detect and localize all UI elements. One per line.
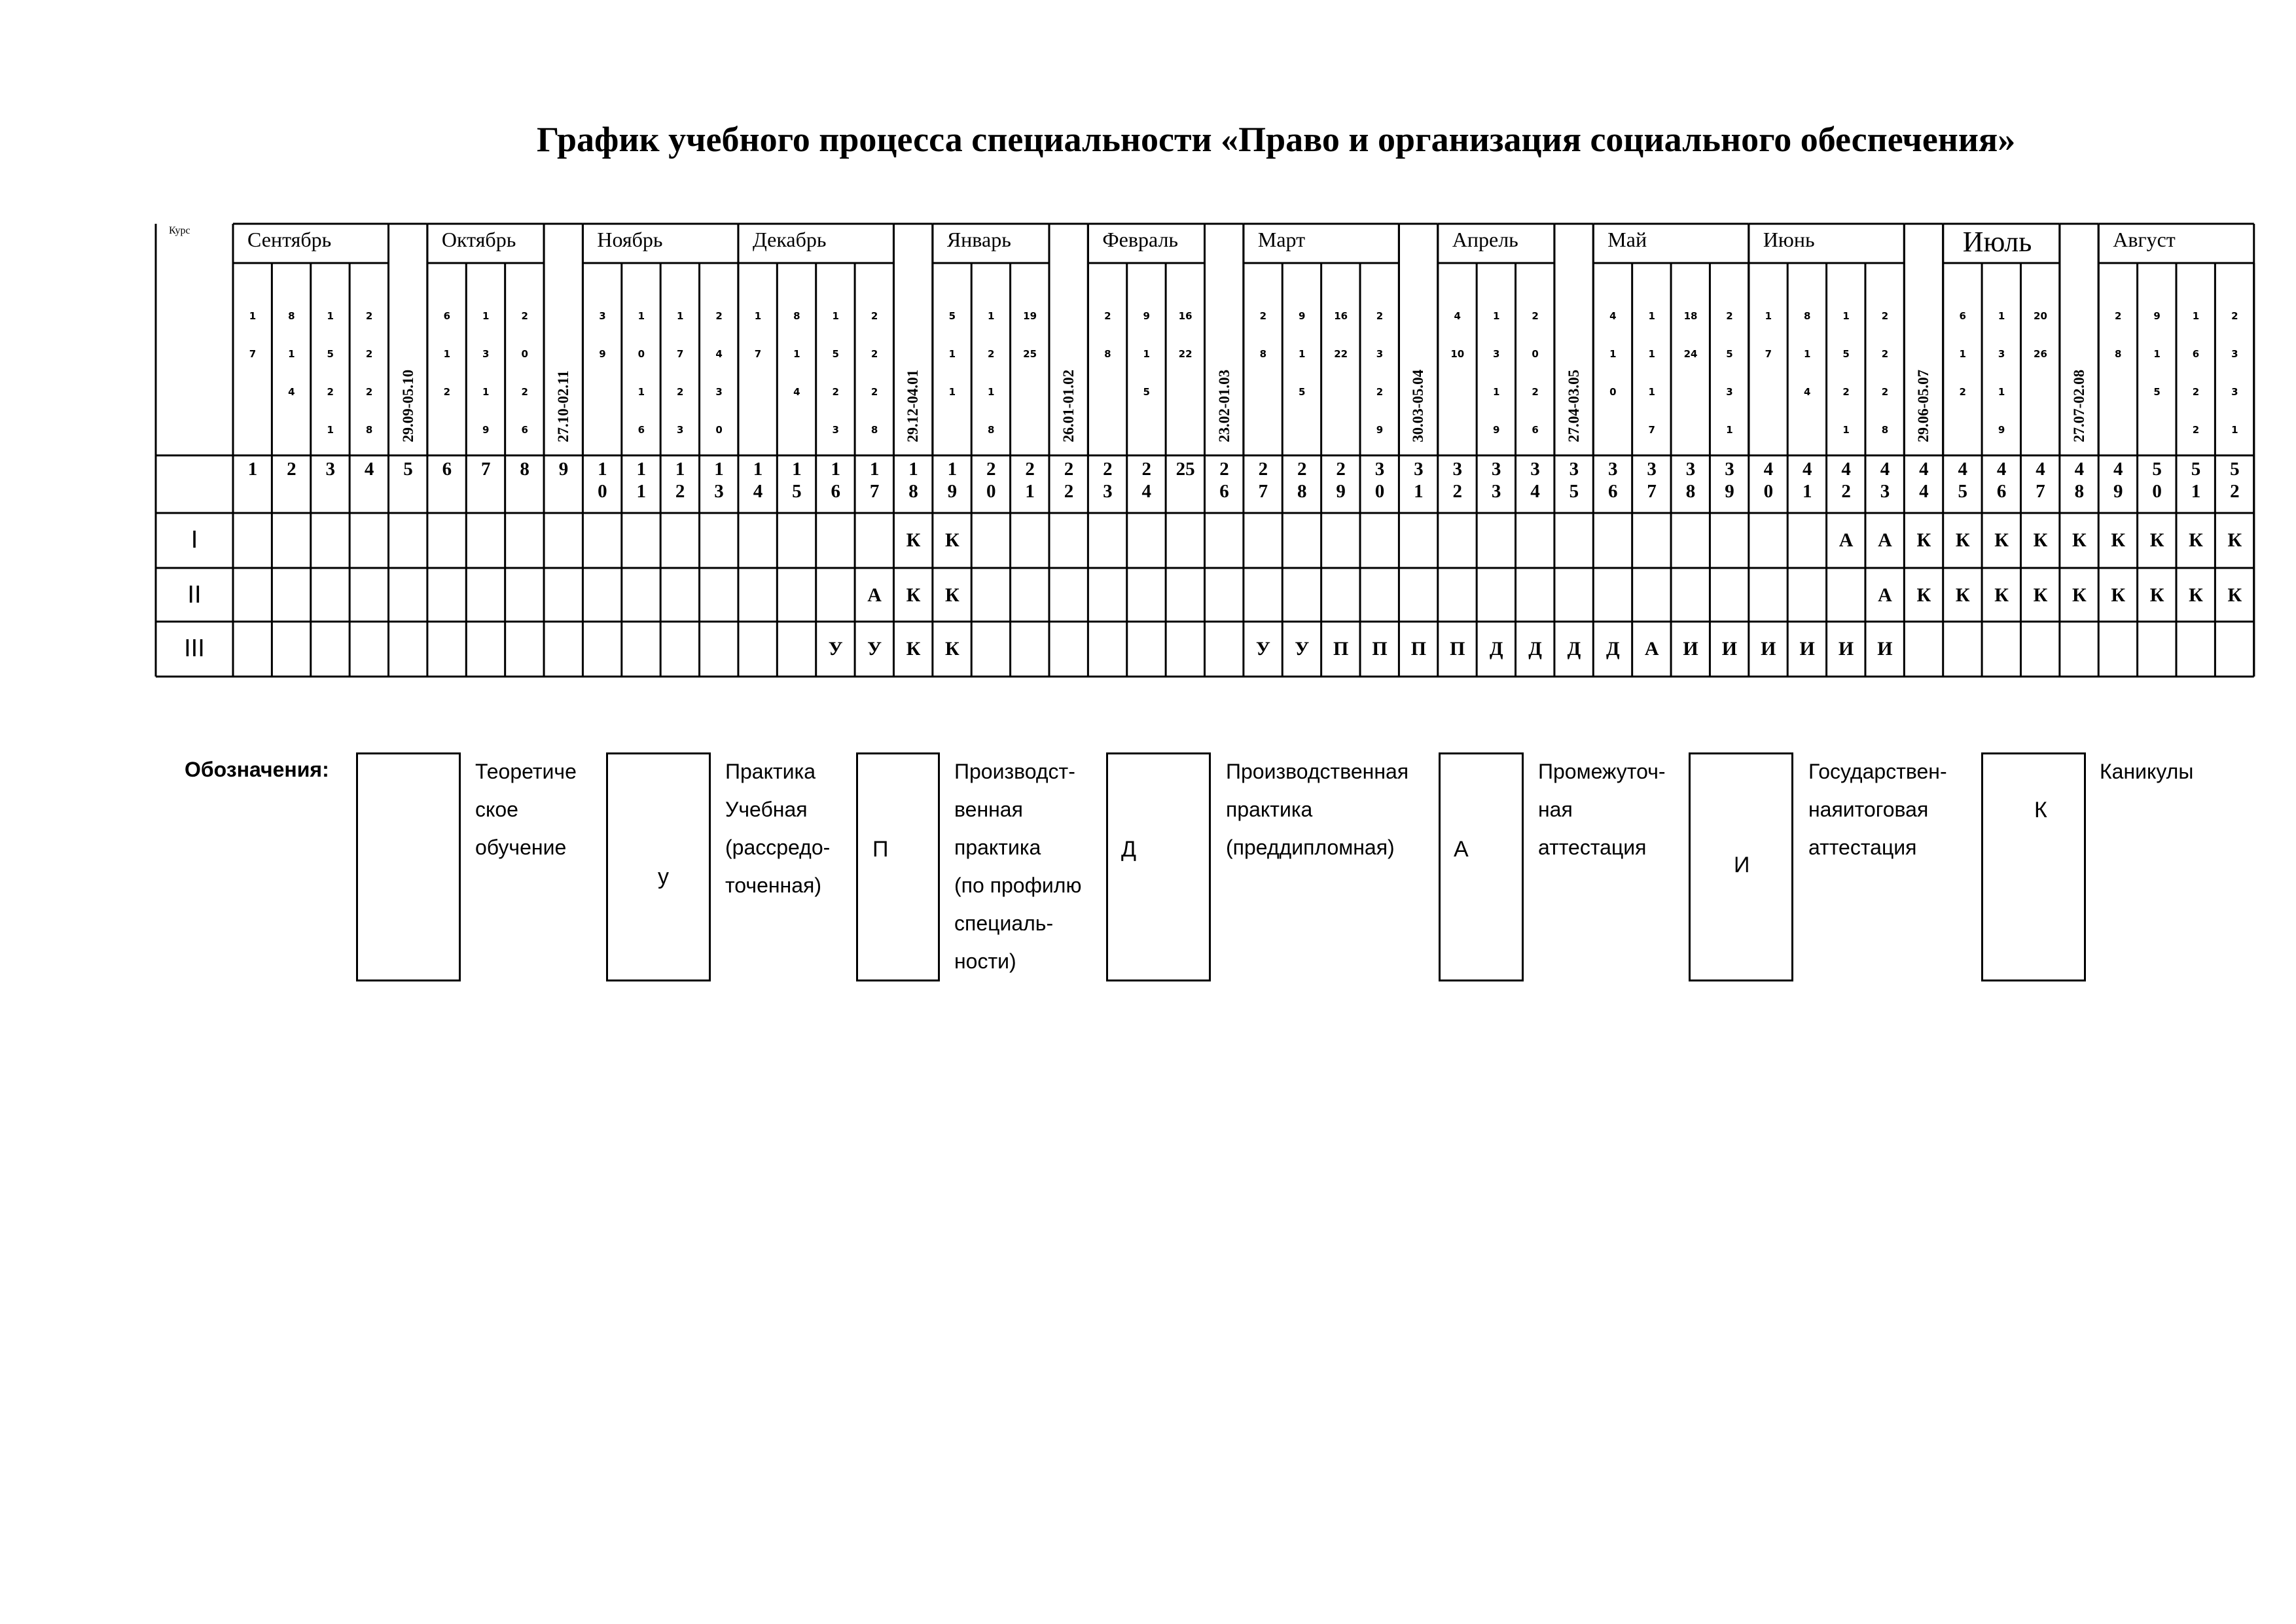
month-label: Ноябрь bbox=[597, 228, 663, 251]
week-date-digit: 1 bbox=[1842, 310, 1850, 322]
week-number: 4 4 bbox=[1919, 459, 1929, 502]
week-date-digit: 6 bbox=[2192, 348, 2200, 360]
month-label: Сентябрь bbox=[247, 228, 332, 251]
week-date-digit: 1 bbox=[1959, 348, 1966, 360]
legend-symbol-box bbox=[1439, 752, 1524, 981]
week-date-digit: 2 bbox=[1881, 348, 1889, 360]
legend-symbol-box bbox=[856, 752, 940, 981]
week-date-digit: 4 bbox=[1454, 310, 1461, 322]
week-date-digit: 5 bbox=[1143, 386, 1150, 398]
schedule-mark: К bbox=[2227, 584, 2242, 606]
week-date-digit: 2 bbox=[2192, 424, 2200, 436]
week-number: 6 bbox=[442, 459, 452, 480]
week-date-digit: 2 bbox=[870, 386, 878, 398]
week-date-digit: 1 bbox=[676, 310, 684, 322]
legend-description: Производст- венная практика (по профилю специаль- ности) bbox=[954, 760, 1082, 973]
legend-description: Теоретиче ское обучение bbox=[475, 760, 577, 859]
week-number: 3 9 bbox=[1725, 459, 1734, 502]
week-date-digit: 3 bbox=[1492, 348, 1500, 360]
week-date-range: 26.01-01.02 bbox=[1060, 369, 1077, 442]
week-date-digit: 8 bbox=[2115, 348, 2122, 360]
week-number: 3 0 bbox=[1374, 459, 1385, 502]
week-date-digit: 0 bbox=[1532, 348, 1539, 360]
week-number: 2 1 bbox=[1025, 459, 1035, 502]
week-date-digit: 16 bbox=[1178, 310, 1193, 322]
week-date-digit: 1 bbox=[2192, 310, 2200, 322]
week-date-digit: 3 bbox=[2231, 348, 2238, 360]
week-date-digit: 5 bbox=[1726, 348, 1733, 360]
week-date-digit: 1 bbox=[482, 386, 490, 398]
schedule-mark: К bbox=[1994, 584, 2009, 606]
week-date-range: 29.06-05.07 bbox=[1915, 369, 1932, 442]
month-label: Октябрь bbox=[441, 228, 516, 251]
week-number: 3 7 bbox=[1647, 459, 1657, 502]
schedule-mark: К bbox=[2072, 584, 2087, 606]
week-date-digit: 1 bbox=[1648, 386, 1655, 398]
week-number: 3 1 bbox=[1414, 459, 1424, 502]
legend-description: Государствен- наяитоговая аттестация bbox=[1808, 760, 1947, 859]
schedule-mark: Д bbox=[1567, 638, 1581, 660]
week-date-digit: 7 bbox=[249, 348, 257, 360]
week-number: 2 4 bbox=[1141, 459, 1151, 502]
week-date-digit: 2 bbox=[1881, 310, 1889, 322]
month-label: Июль bbox=[1962, 226, 2032, 258]
week-date-digit: 2 bbox=[832, 386, 839, 398]
schedule-mark: П bbox=[1450, 638, 1465, 660]
week-date-digit: 4 bbox=[793, 386, 800, 398]
week-date-digit: 1 bbox=[327, 310, 334, 322]
legend-symbol: Д bbox=[1121, 837, 1137, 862]
week-date-digit: 1 bbox=[327, 424, 334, 436]
week-date-digit: 2 bbox=[365, 348, 373, 360]
week-number: 4 3 bbox=[1880, 459, 1890, 502]
schedule-mark: И bbox=[1877, 638, 1893, 660]
schedule-mark: К bbox=[2072, 529, 2087, 551]
week-date-digit: 8 bbox=[288, 310, 295, 322]
week-date-digit: 3 bbox=[1726, 386, 1733, 398]
week-date-digit: 2 bbox=[365, 386, 373, 398]
week-date-digit: 2 bbox=[443, 386, 451, 398]
week-date-digit: 6 bbox=[1959, 310, 1966, 322]
schedule-mark: К bbox=[2149, 584, 2164, 606]
week-date-digit: 9 bbox=[1492, 424, 1500, 436]
schedule-mark: К bbox=[906, 584, 921, 606]
schedule-mark: А bbox=[1644, 638, 1659, 660]
week-number: 1 9 bbox=[947, 459, 958, 502]
legend-symbol: К bbox=[2034, 798, 2047, 822]
week-date-digit: 16 bbox=[1334, 310, 1348, 322]
week-date-digit: 20 bbox=[2034, 310, 2047, 322]
week-date-digit: 2 bbox=[1842, 386, 1850, 398]
schedule-mark: К bbox=[2033, 529, 2048, 551]
week-date-digit: 1 bbox=[1765, 310, 1772, 322]
schedule-mark: К bbox=[2149, 529, 2164, 551]
week-date-digit: 2 bbox=[988, 348, 995, 360]
schedule-mark: К bbox=[2189, 584, 2203, 606]
week-date-digit: 1 bbox=[1609, 348, 1617, 360]
week-date-digit: 8 bbox=[365, 424, 373, 436]
week-date-digit: 1 bbox=[637, 386, 645, 398]
schedule-mark: Д bbox=[1528, 638, 1542, 660]
legend-symbol-box bbox=[1981, 752, 2086, 981]
schedule-mark: К bbox=[944, 638, 960, 660]
week-date-range: 30.03-05.04 bbox=[1410, 369, 1427, 442]
week-date-digit: 1 bbox=[288, 348, 295, 360]
week-date-digit: 1 bbox=[1998, 310, 2005, 322]
schedule-mark: А bbox=[1878, 529, 1892, 551]
legend-symbol-box bbox=[356, 752, 461, 981]
week-date-digit: 0 bbox=[1609, 386, 1617, 398]
week-number: 1 5 bbox=[792, 459, 802, 502]
week-date-digit: 9 bbox=[1998, 424, 2005, 436]
week-date-digit: 8 bbox=[793, 310, 800, 322]
schedule-mark: К bbox=[1994, 529, 2009, 551]
week-number: 7 bbox=[481, 459, 491, 480]
schedule-mark: К bbox=[1916, 529, 1931, 551]
month-label: Август bbox=[2113, 228, 2176, 251]
week-number: 9 bbox=[558, 459, 569, 480]
schedule-mark: К bbox=[906, 638, 921, 660]
schedule-mark: К bbox=[2033, 584, 2048, 606]
week-date-digit: 4 bbox=[715, 348, 723, 360]
schedule-mark: И bbox=[1799, 638, 1815, 660]
week-date-digit: 5 bbox=[1299, 386, 1306, 398]
schedule-mark: К bbox=[944, 529, 960, 551]
week-date-digit: 6 bbox=[637, 424, 645, 436]
week-date-digit: 6 bbox=[521, 424, 528, 436]
schedule-mark: У bbox=[1255, 638, 1270, 660]
week-date-digit: 9 bbox=[1376, 424, 1384, 436]
week-date-digit: 9 bbox=[599, 348, 606, 360]
week-date-digit: 1 bbox=[832, 310, 839, 322]
legend-symbol: П bbox=[872, 837, 889, 862]
week-date-digit: 1 bbox=[1648, 310, 1655, 322]
schedule-mark: И bbox=[1721, 638, 1738, 660]
month-label: Апрель bbox=[1452, 228, 1518, 251]
week-date-digit: 1 bbox=[988, 386, 995, 398]
week-date-digit: 3 bbox=[1376, 348, 1384, 360]
week-number: 1 3 bbox=[714, 459, 724, 502]
week-date-digit: 2 bbox=[2192, 386, 2200, 398]
course-label: II bbox=[187, 582, 202, 609]
schedule-mark: К bbox=[2111, 529, 2126, 551]
schedule-mark: И bbox=[1761, 638, 1776, 660]
week-date-digit: 0 bbox=[521, 348, 528, 360]
week-date-digit: 1 bbox=[249, 310, 257, 322]
week-date-digit: 2 bbox=[327, 386, 334, 398]
week-number: 3 8 bbox=[1685, 459, 1696, 502]
week-date-digit: 1 bbox=[1998, 386, 2005, 398]
week-number: 1 4 bbox=[753, 459, 763, 502]
week-date-digit: 1 bbox=[948, 386, 956, 398]
week-date-digit: 1 bbox=[1726, 424, 1733, 436]
week-number: 2 7 bbox=[1258, 459, 1268, 502]
week-number: 4 6 bbox=[1996, 459, 2007, 502]
week-number: 4 8 bbox=[2074, 459, 2085, 502]
schedule-mark: К bbox=[1955, 529, 1970, 551]
week-date-digit: 9 bbox=[482, 424, 490, 436]
week-date-digit: 8 bbox=[870, 424, 878, 436]
week-number: 4 bbox=[364, 459, 374, 480]
legend-symbol: И bbox=[1734, 853, 1750, 877]
legend-symbol-box bbox=[1689, 752, 1793, 981]
week-date-digit: 2 bbox=[1532, 310, 1539, 322]
week-date-digit: 8 bbox=[988, 424, 995, 436]
week-date-digit: 1 bbox=[1648, 348, 1655, 360]
week-date-digit: 2 bbox=[715, 310, 723, 322]
legend-symbol: у bbox=[658, 864, 669, 889]
schedule-mark: П bbox=[1410, 638, 1427, 660]
week-number: 3 6 bbox=[1608, 459, 1618, 502]
week-date-digit: 2 bbox=[1881, 386, 1889, 398]
week-date-digit: 24 bbox=[1683, 348, 1698, 360]
week-number: 2 bbox=[287, 459, 296, 480]
week-date-digit: 6 bbox=[443, 310, 451, 322]
week-date-digit: 4 bbox=[288, 386, 295, 398]
week-date-digit: 2 bbox=[1376, 310, 1384, 322]
week-number: 4 0 bbox=[1763, 459, 1774, 502]
legend-description: Производственная практика (преддипломная) bbox=[1226, 760, 1409, 859]
week-number: 3 4 bbox=[1530, 459, 1540, 502]
week-number: 2 3 bbox=[1103, 459, 1113, 502]
week-number: 1 0 bbox=[598, 459, 607, 502]
week-number: 3 5 bbox=[1569, 459, 1579, 502]
week-date-range: 27.04-03.05 bbox=[1565, 369, 1582, 442]
legend-description: Каникулы bbox=[2100, 760, 2194, 783]
week-date-range: 29.12-04.01 bbox=[905, 369, 922, 442]
week-date-digit: 1 bbox=[948, 348, 956, 360]
week-date-digit: 3 bbox=[676, 424, 684, 436]
legend-symbol: А bbox=[1454, 837, 1469, 862]
week-date-digit: 10 bbox=[1450, 348, 1465, 360]
week-date-digit: 3 bbox=[599, 310, 606, 322]
week-number: 5 2 bbox=[2230, 459, 2240, 502]
schedule-mark: У bbox=[1295, 638, 1310, 660]
week-date-digit: 5 bbox=[1842, 348, 1850, 360]
week-number: 2 6 bbox=[1219, 459, 1229, 502]
week-date-digit: 7 bbox=[1765, 348, 1772, 360]
schedule-mark: К bbox=[2227, 529, 2242, 551]
schedule-mark: И bbox=[1838, 638, 1854, 660]
week-date-digit: 1 bbox=[637, 310, 645, 322]
legend-label: Обозначения: bbox=[185, 758, 329, 781]
week-date-digit: 5 bbox=[832, 348, 839, 360]
week-number: 4 2 bbox=[1841, 459, 1851, 502]
schedule-mark: А bbox=[867, 584, 882, 606]
week-date-digit: 3 bbox=[482, 348, 490, 360]
schedule-mark: П bbox=[1372, 638, 1388, 660]
week-date-digit: 2 bbox=[521, 386, 528, 398]
week-number: 5 bbox=[403, 459, 413, 480]
schedule-mark: А bbox=[1839, 529, 1854, 551]
week-date-digit: 0 bbox=[637, 348, 645, 360]
week-date-digit: 1 bbox=[2231, 424, 2238, 436]
week-date-digit: 3 bbox=[1998, 348, 2005, 360]
week-number: 1 8 bbox=[908, 459, 918, 502]
week-date-digit: 4 bbox=[1803, 386, 1811, 398]
week-date-range: 27.07-02.08 bbox=[2070, 369, 2087, 442]
schedule-mark: К bbox=[2111, 584, 2126, 606]
week-date-digit: 1 bbox=[1143, 348, 1150, 360]
week-number: 2 8 bbox=[1297, 459, 1307, 502]
schedule-mark: К bbox=[906, 529, 921, 551]
month-label: Май bbox=[1607, 228, 1647, 251]
week-date-digit: 22 bbox=[1178, 348, 1193, 360]
week-number: 2 9 bbox=[1336, 459, 1346, 502]
week-date-digit: 2 bbox=[1726, 310, 1733, 322]
schedule-mark: А bbox=[1878, 584, 1892, 606]
week-date-digit: 9 bbox=[2153, 310, 2161, 322]
week-date-digit: 9 bbox=[1299, 310, 1306, 322]
week-date-digit: 9 bbox=[1143, 310, 1150, 322]
week-number: 5 0 bbox=[2152, 459, 2162, 502]
week-date-digit: 2 bbox=[1259, 310, 1267, 322]
week-date-digit: 25 bbox=[1023, 348, 1037, 360]
week-number: 1 7 bbox=[869, 459, 880, 502]
legend-description: Практика Учебная (рассредо- точенная) bbox=[725, 760, 831, 897]
schedule-mark: К bbox=[2189, 529, 2203, 551]
week-number: 25 bbox=[1175, 459, 1195, 480]
week-date-range: 23.02-01.03 bbox=[1215, 369, 1232, 442]
week-date-digit: 2 bbox=[2115, 310, 2122, 322]
week-date-digit: 7 bbox=[676, 348, 684, 360]
week-date-range: 27.10-02.11 bbox=[555, 370, 572, 442]
week-number: 5 1 bbox=[2191, 459, 2201, 502]
month-label: Март bbox=[1257, 228, 1306, 251]
week-date-digit: 1 bbox=[1299, 348, 1306, 360]
week-number: 4 7 bbox=[2036, 459, 2045, 502]
week-date-digit: 1 bbox=[1842, 424, 1850, 436]
month-label: Январь bbox=[946, 228, 1011, 251]
week-date-digit: 1 bbox=[1803, 348, 1811, 360]
week-date-digit: 1 bbox=[988, 310, 995, 322]
week-date-digit: 3 bbox=[2231, 386, 2238, 398]
week-number: 2 0 bbox=[986, 459, 996, 502]
week-number: 8 bbox=[520, 459, 529, 480]
week-date-digit: 8 bbox=[1881, 424, 1889, 436]
week-number: 1 2 bbox=[675, 459, 685, 502]
week-date-digit: 5 bbox=[948, 310, 956, 322]
week-date-digit: 1 bbox=[482, 310, 490, 322]
schedule-mark: П bbox=[1333, 638, 1349, 660]
legend-symbol-box bbox=[1106, 752, 1211, 981]
week-date-digit: 2 bbox=[870, 348, 878, 360]
week-number: 3 bbox=[325, 459, 335, 480]
week-date-digit: 2 bbox=[1532, 386, 1539, 398]
week-date-digit: 1 bbox=[2153, 348, 2161, 360]
week-date-range: 29.09-05.10 bbox=[399, 369, 416, 442]
course-label: III bbox=[184, 635, 205, 662]
legend-description: Промежуточ- ная аттестация bbox=[1538, 760, 1666, 859]
week-date-digit: 5 bbox=[327, 348, 334, 360]
schedule-mark: У bbox=[828, 638, 843, 660]
week-number: 4 5 bbox=[1958, 459, 1967, 502]
week-date-digit: 1 bbox=[443, 348, 451, 360]
schedule-mark: К bbox=[1916, 584, 1931, 606]
week-date-digit: 1 bbox=[793, 348, 800, 360]
week-date-digit: 2 bbox=[676, 386, 684, 398]
week-date-digit: 6 bbox=[1532, 424, 1539, 436]
legend-symbol-box bbox=[606, 752, 711, 981]
week-date-digit: 18 bbox=[1683, 310, 1698, 322]
week-date-digit: 8 bbox=[1803, 310, 1811, 322]
week-date-digit: 7 bbox=[754, 348, 762, 360]
schedule-mark: У bbox=[867, 638, 882, 660]
week-number: 1 1 bbox=[636, 459, 647, 502]
week-date-digit: 1 bbox=[1492, 310, 1500, 322]
week-date-digit: 8 bbox=[1104, 348, 1111, 360]
week-date-digit: 5 bbox=[2153, 386, 2161, 398]
week-number: 1 bbox=[247, 459, 258, 480]
week-number: 4 9 bbox=[2113, 459, 2123, 502]
page-title: График учебного процесса специальности «Право и организация социального обеспечения» bbox=[537, 120, 2016, 159]
week-date-digit: 7 bbox=[1648, 424, 1655, 436]
week-date-digit: 0 bbox=[715, 424, 723, 436]
week-date-digit: 19 bbox=[1023, 310, 1037, 322]
week-number: 2 2 bbox=[1064, 459, 1074, 502]
schedule-mark: К bbox=[944, 584, 960, 606]
week-date-digit: 2 bbox=[365, 310, 373, 322]
week-number: 3 2 bbox=[1452, 459, 1463, 502]
week-date-digit: 2 bbox=[1376, 386, 1384, 398]
course-label: I bbox=[190, 527, 198, 554]
week-number: 1 6 bbox=[831, 459, 840, 502]
schedule-mark: К bbox=[1955, 584, 1970, 606]
week-date-digit: 3 bbox=[832, 424, 839, 436]
week-date-digit: 2 bbox=[521, 310, 528, 322]
month-label: Июнь bbox=[1763, 228, 1815, 251]
week-date-digit: 2 bbox=[870, 310, 878, 322]
schedule-mark: Д bbox=[1489, 638, 1503, 660]
week-date-digit: 1 bbox=[1492, 386, 1500, 398]
week-number: 4 1 bbox=[1802, 459, 1812, 502]
week-date-digit: 4 bbox=[1609, 310, 1617, 322]
week-date-digit: 26 bbox=[2034, 348, 2047, 360]
schedule-mark: Д bbox=[1605, 638, 1620, 660]
week-number: 3 3 bbox=[1491, 459, 1501, 502]
month-label: Февраль bbox=[1102, 228, 1178, 251]
course-header: Курс bbox=[169, 225, 190, 236]
week-date-digit: 22 bbox=[1334, 348, 1348, 360]
week-date-digit: 2 bbox=[2231, 310, 2238, 322]
month-label: Декабрь bbox=[752, 228, 827, 251]
week-date-digit: 2 bbox=[1104, 310, 1111, 322]
week-date-digit: 3 bbox=[715, 386, 723, 398]
week-date-digit: 8 bbox=[1259, 348, 1267, 360]
week-date-digit: 2 bbox=[1959, 386, 1966, 398]
week-date-digit: 1 bbox=[754, 310, 762, 322]
schedule-mark: И bbox=[1683, 638, 1698, 660]
